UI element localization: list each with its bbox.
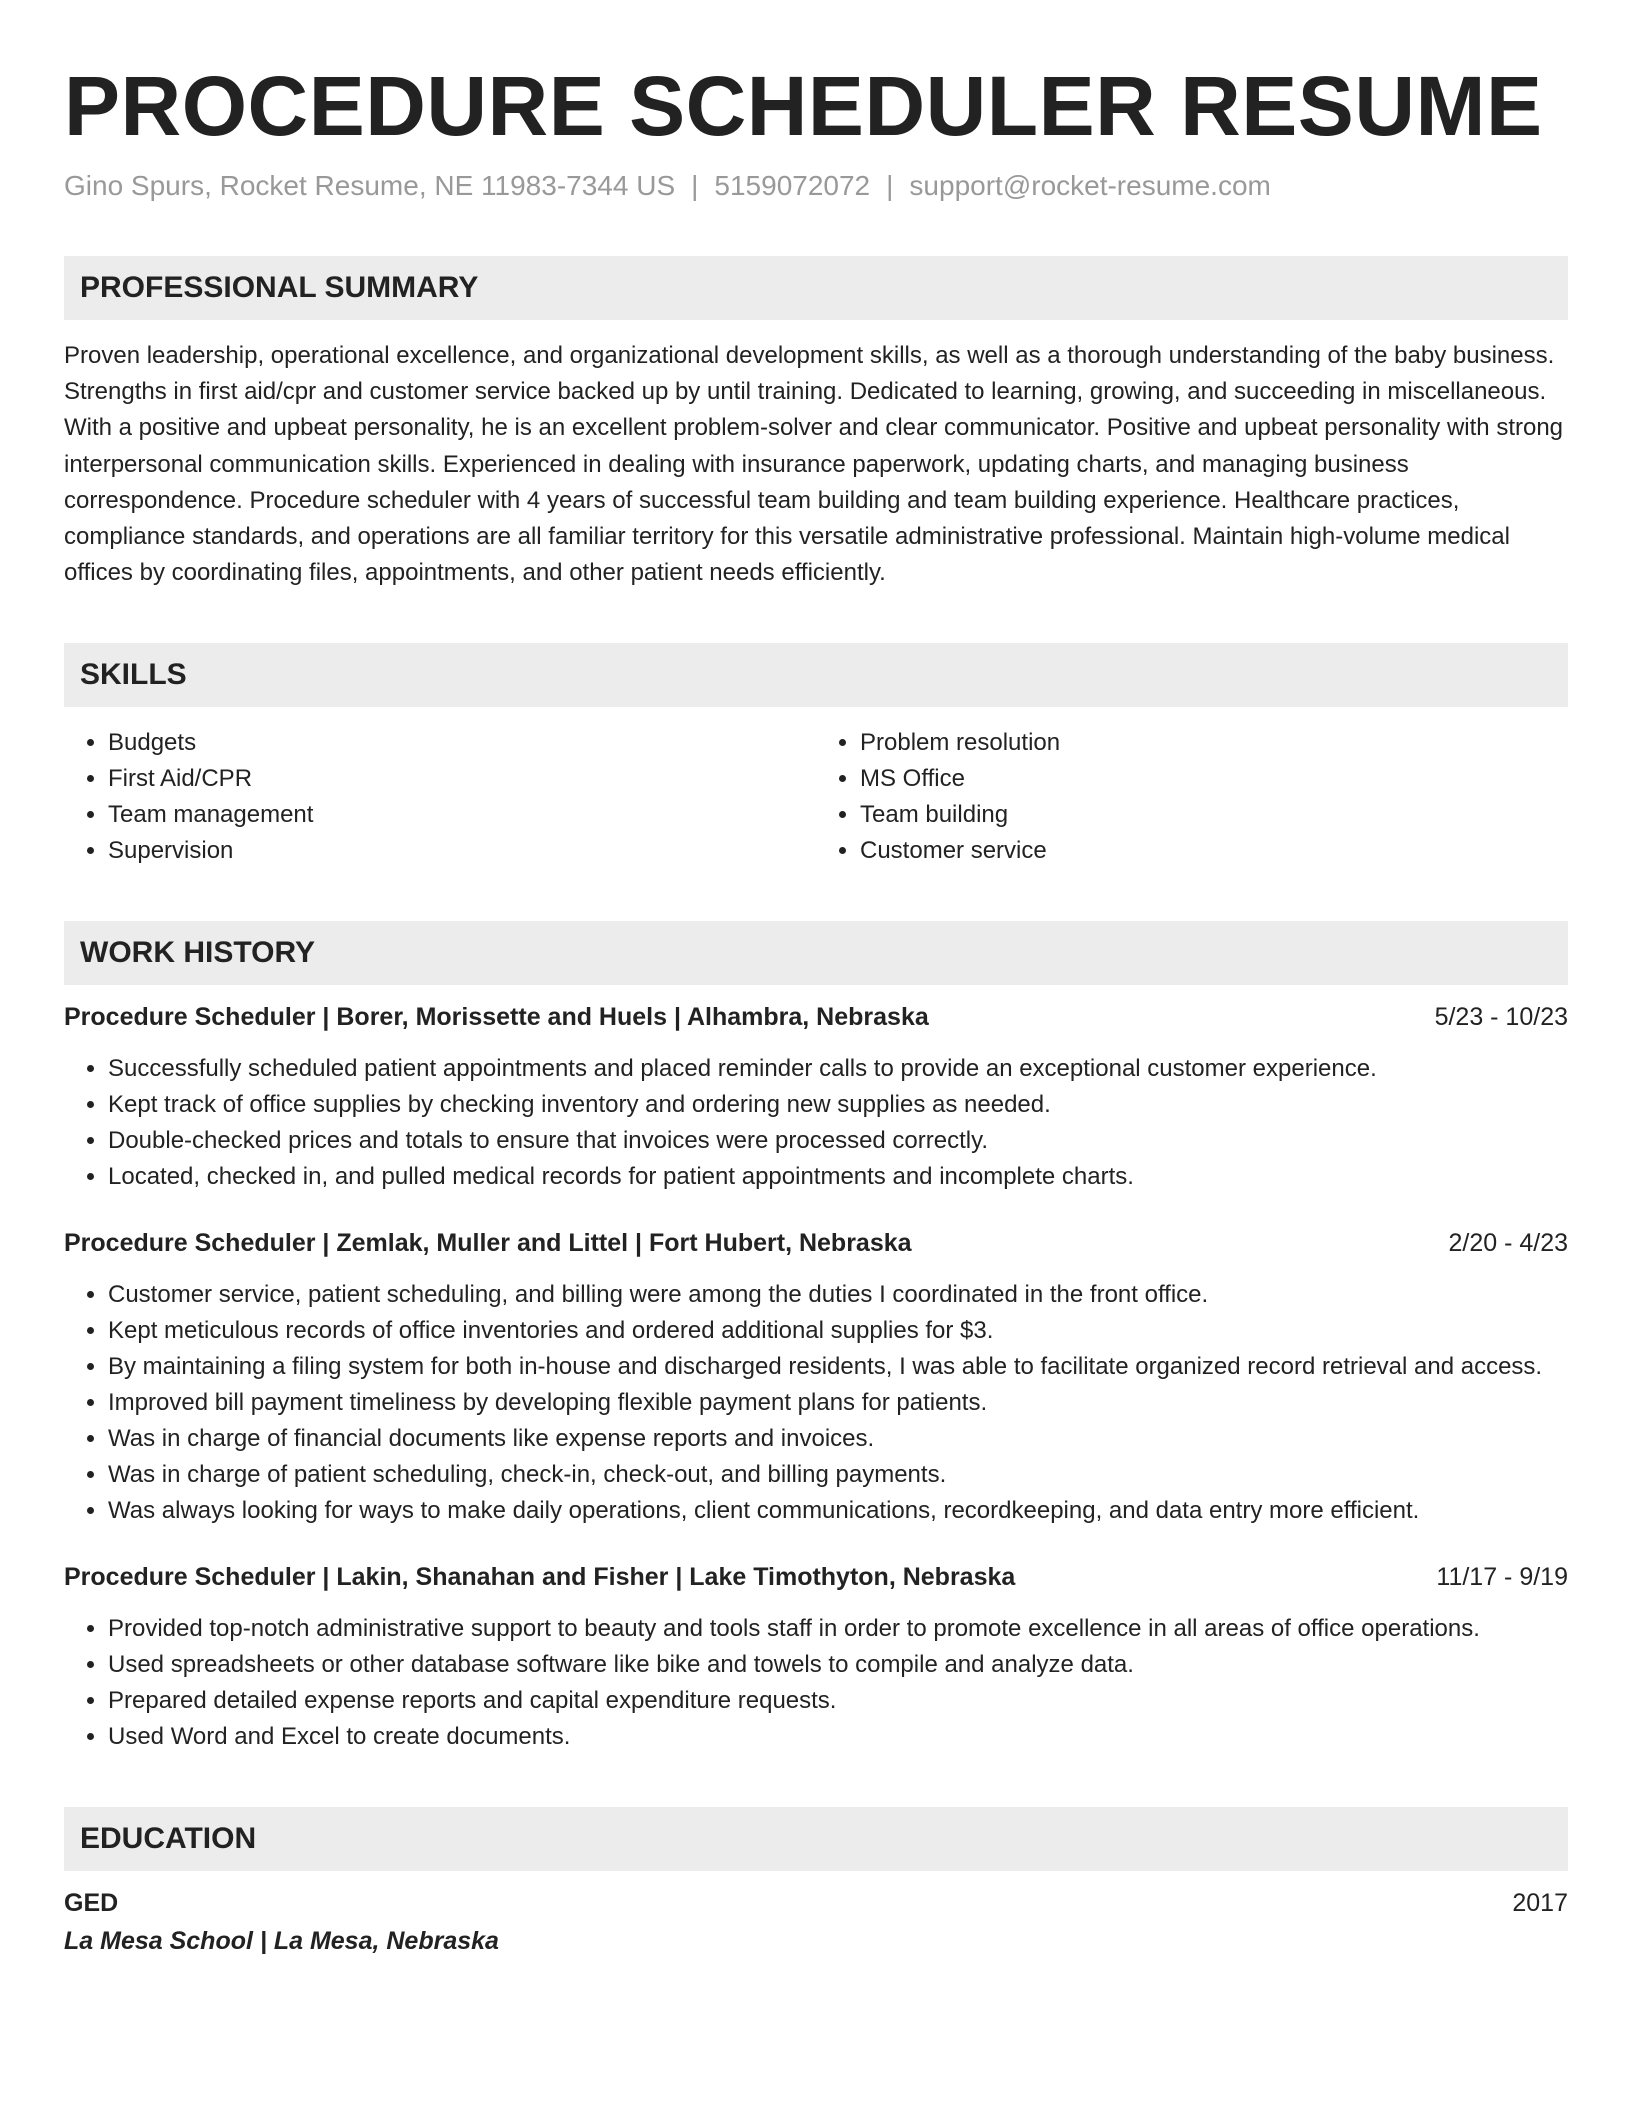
skill-item: • First Aid/CPR (108, 761, 816, 797)
education-entry (64, 1885, 1568, 1961)
job-bullet: • By maintaining a filing system for both in-house and discharged residents, I was able to facilitate organized record retrieval and access. (108, 1349, 1568, 1385)
job-bullet: • Successfully scheduled patient appointments and placed reminder calls to provide an exceptional customer experience. (108, 1051, 1568, 1087)
job-dates: 5/23 - 10/23 (1434, 1003, 1568, 1032)
skill-item: • Team building (860, 797, 1568, 833)
job-bullet: • Double-checked prices and totals to ensure that invoices were processed correctly. (108, 1123, 1568, 1159)
skill-item: • Supervision (108, 833, 816, 869)
job-entry (64, 999, 1568, 1195)
job-bullet: • Kept track of office supplies by checking inventory and ordering new supplies as needed. (108, 1087, 1568, 1123)
summary-heading: PROFESSIONAL SUMMARY (64, 256, 1568, 320)
job-bullet: • Located, checked in, and pulled medical records for patient appointments and incomplete charts. (108, 1159, 1568, 1195)
education-year: 2017 (1512, 1889, 1568, 1918)
job-bullets (64, 1277, 1568, 1529)
job-bullet: • Customer service, patient scheduling, and billing were among the duties I coordinated in the front office. (108, 1277, 1568, 1313)
education-degree: GED (64, 1889, 119, 1918)
skills-list (64, 725, 1568, 869)
skill-item: • Budgets (108, 725, 816, 761)
job-bullet: • Was always looking for ways to make daily operations, client communications, recordkeeping, and data entry more efficient. (108, 1493, 1568, 1529)
education-heading: EDUCATION (64, 1807, 1568, 1871)
job-title: Procedure Scheduler | Borer, Morissette and Huels | Alhambra, Nebraska (64, 1003, 929, 1032)
contact-separator: | (691, 170, 699, 201)
contact-email: support@rocket-resume.com (909, 170, 1271, 201)
contact-line (64, 168, 1568, 204)
job-bullet: • Was in charge of financial documents like expense reports and invoices. (108, 1421, 1568, 1457)
skill-item: • Team management (108, 797, 816, 833)
job-bullet: • Used spreadsheets or other database software like bike and towels to compile and analyze data. (108, 1647, 1568, 1683)
job-bullet: • Used Word and Excel to create documents. (108, 1719, 1568, 1755)
job-bullet: • Improved bill payment timeliness by developing flexible payment plans for patients. (108, 1385, 1568, 1421)
skills-heading: SKILLS (64, 643, 1568, 707)
skills-column-right (816, 725, 1568, 869)
job-entry (64, 1225, 1568, 1529)
education-school: La Mesa School | La Mesa, Nebraska (64, 1927, 499, 1956)
job-bullet: • Was in charge of patient scheduling, check-in, check-out, and billing payments. (108, 1457, 1568, 1493)
work-history-heading: WORK HISTORY (64, 921, 1568, 985)
contact-phone: 5159072072 (714, 170, 871, 201)
skill-item: • MS Office (860, 761, 1568, 797)
job-title: Procedure Scheduler | Zemlak, Muller and Littel | Fort Hubert, Nebraska (64, 1229, 912, 1258)
job-bullet: • Prepared detailed expense reports and capital expenditure requests. (108, 1683, 1568, 1719)
job-entry (64, 1559, 1568, 1755)
job-title: Procedure Scheduler | Lakin, Shanahan and Fisher | Lake Timothyton, Nebraska (64, 1563, 1016, 1592)
job-bullet: • Provided top-notch administrative support to beauty and tools staff in order to promote excellence in all areas of office operations. (108, 1611, 1568, 1647)
contact-separator: | (886, 170, 894, 201)
job-dates: 11/17 - 9/19 (1436, 1563, 1568, 1592)
resume-title: PROCEDURE SCHEDULER RESUME (64, 59, 1543, 153)
contact-address: Gino Spurs, Rocket Resume, NE 11983-7344 US (64, 170, 676, 201)
skills-column-left (64, 725, 816, 869)
job-bullet: • Kept meticulous records of office inventories and ordered additional supplies for $3. (108, 1313, 1568, 1349)
job-dates: 2/20 - 4/23 (1448, 1229, 1568, 1258)
summary-text: Proven leadership, operational excellence, and organizational development skills, as well as a thorough understanding of the baby business. Strengths in first aid/cpr and customer service backed up by until training. Dedicated to learning, growing, and succeeding in miscellaneous. With a positive and upbeat personality, he is an excellent problem-solver and clear communicator. Positive and upbeat personality with strong interpersonal communication skills. Experienced in dealing with insurance paperwork, updating charts, and managing business correspondence. Procedure scheduler with 4 years of successful team building and team building experience. Healthcare practices, compliance standards, and operations are all familiar territory for this versatile administrative professional. Maintain high-volume medical offices by coordinating files, appointments, and other patient needs efficiently. (64, 342, 1564, 587)
job-bullets (64, 1611, 1568, 1755)
skill-item: • Customer service (860, 833, 1568, 869)
job-bullets (64, 1051, 1568, 1195)
skill-item: • Problem resolution (860, 725, 1568, 761)
